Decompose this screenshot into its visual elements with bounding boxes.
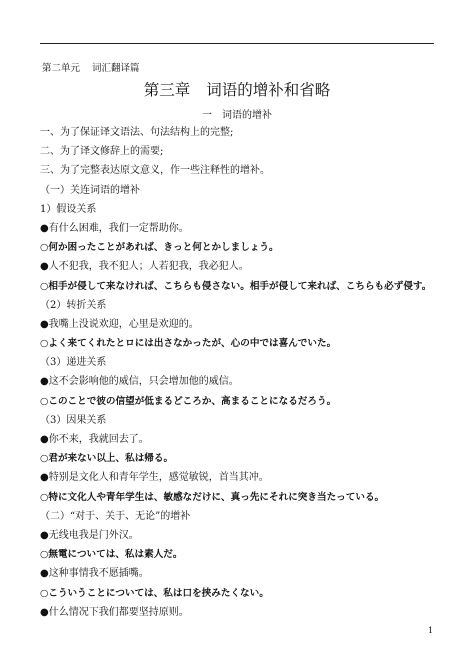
text-line: ●有什么困难，我们一定帮助你。 (40, 222, 189, 234)
chapter-title: 词语的增补和省略 (206, 81, 331, 99)
running-header (42, 60, 152, 74)
topic-label: 词汇翻译篇 (92, 63, 140, 74)
text-line: 三、为了完整表达原文意义，作一些注释性的增补。 (40, 165, 270, 177)
text-line: 1）假设关系 (40, 203, 97, 215)
text-line: ●这不会影响他的威信，只会增加他的威信。 (40, 376, 239, 388)
text-line: 一、为了保证译文语法、句法结构上的完整; (40, 127, 234, 138)
text-line: ●人不犯我，我不犯人；人若犯我，我必犯人。 (40, 261, 249, 273)
text-line: ●特别是文化人和青年学生，感觉敏锐，首当其冲。 (40, 472, 269, 484)
text-line: （一）关连词语的增补 (40, 184, 140, 196)
translation-line: ○相手が侵して来なければ、こちらも侵さない。相手が侵して来れば、こちらも必ず侵す。 (40, 280, 432, 292)
translation-line: ○何か困ったことがあれば、きっと何とかしましょう。 (40, 242, 279, 254)
unit-label: 第二单元 (42, 63, 81, 74)
translation-line: ○無電については、私は素人だ。 (40, 549, 183, 561)
text-line: （3）递进关系 (40, 357, 107, 369)
chapter-number: 第三章 (143, 81, 191, 99)
translation-line: ○特に文化人や青年学生は、敏感なだけに、真っ先にそれに突き当たっている。 (40, 491, 385, 503)
section-number: 一 (202, 110, 212, 121)
section-title: 词语的增补 (222, 110, 272, 121)
section-heading (0, 106, 474, 121)
text-line: ●无线电我是门外汉。 (40, 529, 139, 541)
header-rule (40, 43, 434, 44)
text-line: ●你不来，我就回去了。 (40, 434, 149, 445)
text-line: ●这种事情我不愿插嘴。 (40, 568, 149, 580)
translation-line: ○こういうことについては、私は口を挟みたくない。 (40, 587, 269, 599)
translation-line: ○君が来ない以上、私は帰る。 (40, 453, 174, 465)
text-line: ●什么情况下我们都要坚持原则。 (40, 606, 189, 618)
page-number: 1 (428, 626, 434, 635)
translation-line: ○このことで彼の信望が低まるどころか、高まることになるだろう。 (40, 395, 337, 407)
body-text (40, 123, 440, 622)
chapter-heading (0, 78, 474, 100)
text-line: （3）因果关系 (40, 414, 107, 426)
text-line: （2）转折关系 (40, 299, 107, 311)
translation-line: ○よく来てくれたとロには出さなかったが、心の中では喜んでいた。 (40, 338, 337, 350)
text-line: （二）“对于、关于、无论”的增补 (40, 510, 191, 522)
text-line: 二、为了译文修辞上的需要; (40, 146, 164, 158)
text-line: ●我嘴上没说欢迎，心里是欢迎的。 (40, 318, 199, 330)
